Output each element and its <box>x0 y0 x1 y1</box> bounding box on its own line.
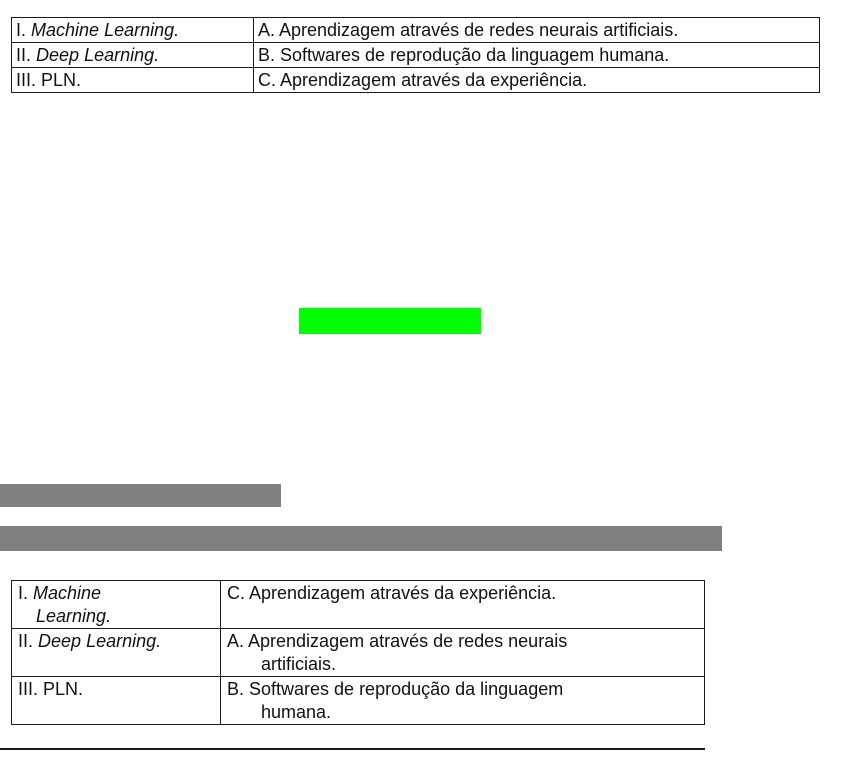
term-cell <box>12 629 221 677</box>
matching-table-answer <box>11 580 705 725</box>
term-text: Deep Learning. <box>38 631 162 651</box>
definition-cell: B. Softwares de reprodução da linguagem humana. <box>254 43 820 68</box>
table-row <box>12 581 705 629</box>
row-number: III. <box>18 679 39 699</box>
table-row <box>12 18 820 43</box>
definition-cell <box>221 677 705 725</box>
term-text: PLN. <box>43 679 84 699</box>
term-text-continued: Learning. <box>36 606 112 626</box>
term-text: Machine Learning. <box>31 20 180 40</box>
redacted-bar <box>0 484 281 507</box>
row-number: III. <box>16 70 37 90</box>
term-cell <box>12 43 254 68</box>
definition-cell: A. Aprendizagem através de redes neurais artificiais. <box>254 18 820 43</box>
table-row <box>12 629 705 677</box>
definition-cell <box>221 629 705 677</box>
term-text: Machine <box>33 583 102 603</box>
definition-text-continued: artificiais. <box>261 654 337 674</box>
definition-text: C. Aprendizagem através da experiência. <box>227 583 557 603</box>
redacted-bar <box>0 526 722 551</box>
term-cell <box>12 68 254 93</box>
term-cell <box>12 677 221 725</box>
row-number: I. <box>16 20 27 40</box>
table-row <box>12 68 820 93</box>
definition-cell <box>221 581 705 629</box>
term-cell <box>12 18 254 43</box>
definition-cell: C. Aprendizagem através da experiência. <box>254 68 820 93</box>
definition-text: B. Softwares de reprodução da linguagem <box>227 679 564 699</box>
row-number: I. <box>18 583 29 603</box>
term-text: Deep Learning. <box>36 45 160 65</box>
term-text: PLN. <box>41 70 82 90</box>
matching-table-original <box>11 17 820 93</box>
horizontal-rule <box>0 748 705 750</box>
row-number: II. <box>18 631 34 651</box>
row-number: II. <box>16 45 32 65</box>
table-row <box>12 43 820 68</box>
green-highlight-block <box>299 308 481 334</box>
definition-text: A. Aprendizagem através de redes neurais <box>227 631 568 651</box>
table-row <box>12 677 705 725</box>
definition-text-continued: humana. <box>261 702 332 722</box>
term-cell <box>12 581 221 629</box>
